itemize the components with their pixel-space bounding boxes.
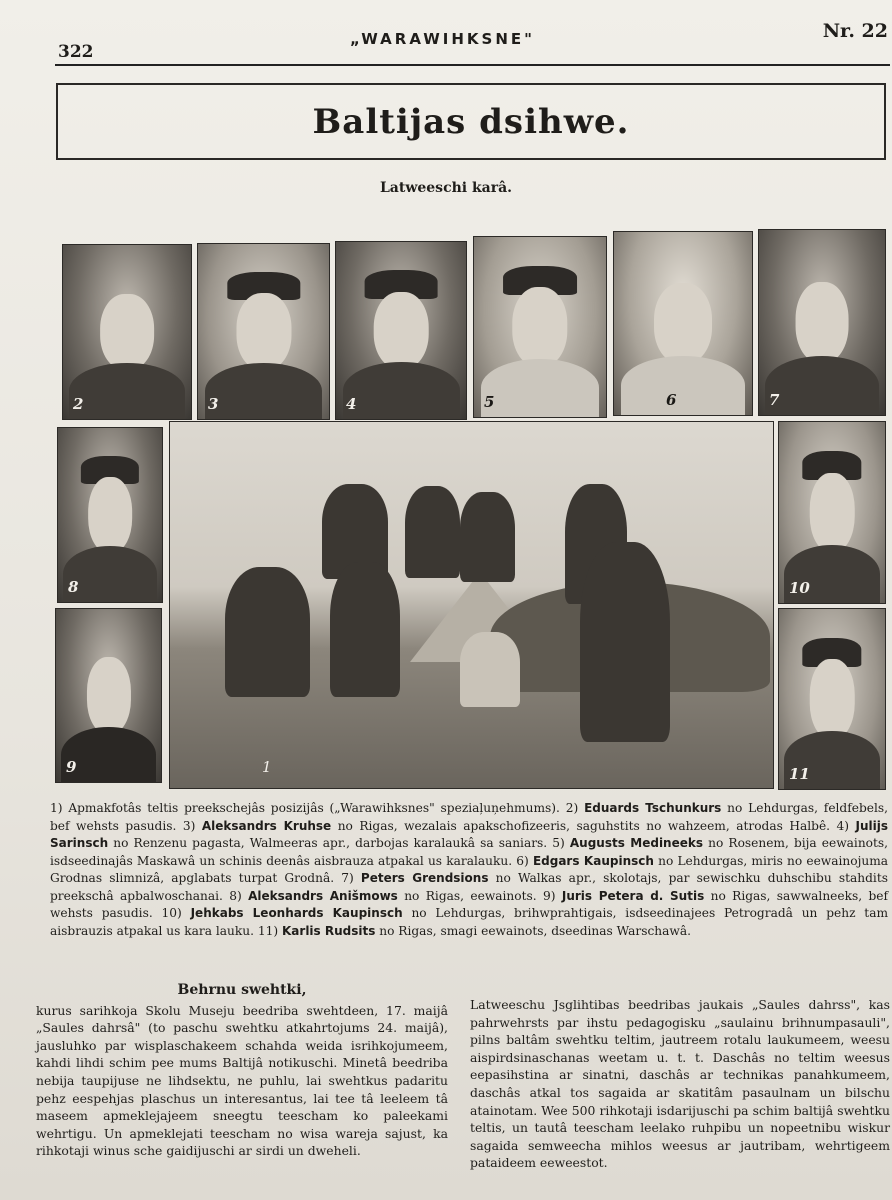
portrait-shoulders (765, 356, 878, 415)
portrait-photo (335, 241, 467, 420)
caption-name: Augusts Medineeks (569, 836, 703, 850)
caption-name: Edgars Kaupinsch (532, 853, 654, 868)
title-box (56, 83, 886, 160)
caption-text: no Renzenu pagasta, Walmeeras apr., darbojas karalaukâ sa saniars. 5) (113, 836, 565, 850)
portrait-photo (197, 243, 330, 420)
caption-name: Aleksandrs Anišmows (248, 888, 398, 903)
photo-number: 7 (769, 391, 780, 409)
caption-name: Juris Petera d. Sutis (561, 888, 705, 903)
portrait-photo (473, 236, 607, 418)
photo-number: 2 (73, 395, 84, 413)
portrait-face (654, 283, 712, 364)
caption-text: no Lehdurgas, brihwprahtigais, isdseedinajees Petrogradâ un pehz tam aisbrauzis atpakal us kara lauku. 11) (50, 906, 889, 938)
caption-text: no Rigas, eewainots. 9) (404, 888, 556, 903)
soldier-figure (460, 632, 520, 707)
photo-number: 5 (484, 393, 495, 411)
page-title: Baltijas dsihwe. (312, 101, 630, 142)
photo-number: 8 (68, 578, 79, 596)
portrait-photo (758, 229, 886, 416)
article-body: kurus sarihkoja Skolu Museju beedriba swehtdeen, 17. maijâ „Saules dahrsâ" (to paschu swehtku atkahrtojums 24. maijâ), jausluhko par wisplaschakeem schahda weida isrihkojumeem, kahdi lihdi schim pee mums Baltijâ notikuschi. Minetâ beedriba nebija taupijuse ne lihdsektu, ne puhlu, lai swehtkus padaritu pehz eespehjas plaschus un interesantus, lai tee tâ leeleem tâ maseem apmeklejajeem sneegtu teescham ko paleekami wehrtigu. Un apmeklejati teescham no wisa wareja sajust, ka rihkotaji winus sche gaidijuschi ar sirdi un dweheli. (36, 1002, 448, 1159)
caption-text: no Walkas apr., skolotajs, par sewischku duhschibu stahdits preekschâ apbalwoschanai. 8) (50, 871, 888, 903)
portrait-shoulders (205, 363, 323, 419)
portrait-face (810, 473, 855, 553)
soldier-figure (580, 542, 670, 742)
soldier-figure (460, 492, 515, 582)
header-rule (55, 64, 890, 66)
caption-text: 1) Apmakfotâs teltis preekschejâs posizijâs („Warawihksnes" speziaļuņehmums). 2) (50, 801, 579, 815)
portrait-face (100, 294, 154, 371)
portrait-shoulders (343, 362, 460, 419)
photo-number: 4 (346, 395, 357, 413)
section-heading: Latweeschi karâ. (379, 180, 513, 196)
caption-name: Eduards Tschunkurs (584, 801, 722, 815)
journal-name: „WARAWIHKSNE" (350, 30, 535, 48)
portrait-face (512, 287, 567, 366)
portrait-shoulders (481, 359, 600, 417)
article-body: Latweeschu Jsglihtibas beedribas jaukais „Saules dahrss", kas pahrwehrsts par ihstu pedagogisku „saulainu brihnumpasauli", pilns baltâm swehtku teltim, jautreem rotalu laukumeem, weesu aispirdsinaschanas weetam u. t. t. Daschâs no teltim weesus eepasihstina ar sinatni, daschâs ar technikas panahkumeem, daschâs atkal tos sagaida ar skatitâm pasaulnam un bilschu atainotam. Wee 500 rihkotaji isdarijuschi pa schim baltijâ swehtku teltis, un tautâ teescham leelako ruhpibu un nopeetnibu wiskur sagaida semweecha mihlos weesus ar jautribam, wehrtigeem pataideem eeweestot. (470, 997, 890, 1171)
article-left (36, 982, 448, 1160)
portrait-face (810, 659, 855, 738)
caption-name: Peters Grendsions (360, 871, 489, 885)
photo-number: 10 (789, 579, 810, 597)
photo-number: 6 (666, 391, 677, 409)
article-right (470, 996, 890, 1172)
caption-text: no Rigas, sawwalneeks, bef wehsts pasudis. 10) (50, 888, 889, 920)
portrait-photo (778, 608, 886, 790)
portrait-shoulders (621, 356, 745, 415)
soldier-figure (405, 486, 460, 578)
caption-name: Julijs Sarinsch (50, 818, 889, 850)
photo-number: 9 (66, 758, 77, 776)
soldier-figure (330, 562, 400, 697)
portrait-photo (57, 427, 163, 603)
page-number: 322 (58, 42, 94, 62)
photo-caption (50, 800, 888, 940)
portrait-photo (62, 244, 192, 420)
caption-text: no Rigas, smagi eewainots, dseedinas Warschawâ. (379, 923, 691, 938)
caption-text: no Lehdurgas, feldfebels, bef wehsts pasudis. 3) (50, 801, 888, 833)
article-heading: Behrnu swehtki, (177, 982, 307, 998)
portrait-face (88, 477, 132, 554)
photo-number: 3 (208, 395, 219, 413)
group-photo (169, 421, 774, 789)
soldier-figure (225, 567, 310, 697)
caption-name: Jehkabs Leonhards Kaupinsch (190, 906, 403, 920)
portrait-photo (778, 421, 886, 604)
page-header (55, 18, 890, 62)
caption-name: Karlis Rudsits (282, 923, 376, 938)
caption-text: no Rosenem, bija eewainots, isdseedinajâs Maskawâ un schinis deenâs aisbrauza atpakal us karalauku. 6) (50, 836, 889, 868)
photo-number: 1 (262, 758, 272, 776)
photo-number: 11 (789, 765, 810, 783)
portrait-face (86, 657, 130, 733)
portrait-face (796, 282, 849, 363)
portrait-face (236, 293, 291, 370)
issue-number: Nr. 22 (822, 20, 888, 42)
caption-name: Aleksandrs Kruhse (201, 818, 332, 833)
caption-text: no Lehdurgas, miris no eewainojuma Grodnas slimnizâ, apglabats turpat Grodnâ. 7) (50, 853, 889, 885)
caption-text: no Rigas, wezalais apakschofizeeris, saguhstits no wahzeem, atrodas Halbê. 4) (337, 818, 850, 833)
portrait-photo (613, 231, 753, 416)
portrait-photo (55, 608, 162, 783)
portrait-shoulders (69, 363, 184, 419)
portrait-face (374, 292, 429, 370)
